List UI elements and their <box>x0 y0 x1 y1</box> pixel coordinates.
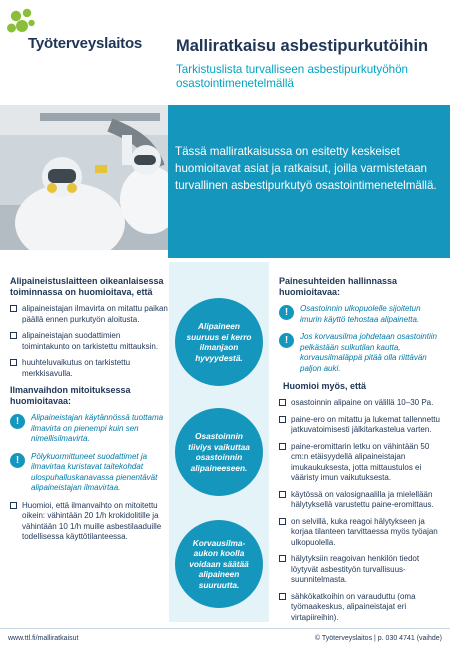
checkbox-icon <box>279 491 286 498</box>
checkbox-icon <box>279 399 286 406</box>
section-heading: Ilmanvaihdon mitoituksessa huomioitavaa: <box>10 385 131 406</box>
checklist-item: osastoinnin alipaine on välillä 10–30 Pa. <box>279 398 444 409</box>
page-subtitle: Tarkistuslista turvalliseen asbestipurkutyöhön osastointimenetelmällä <box>176 63 408 90</box>
section-heading: Huomioi myös, että <box>283 381 367 391</box>
exclamation-icon: ! <box>279 305 294 320</box>
highlight-bubble: Korvausilma-aukon koolla voidaan säätää alipaineen suuruutta. <box>175 520 263 608</box>
exclamation-icon: ! <box>10 414 25 429</box>
checklist-item: on selvillä, kuka reagoi hälytykseen ja korjaa tilanteen tarvittaessa myös työajan ulkopuolella. <box>279 517 444 549</box>
checkbox-icon <box>279 443 286 450</box>
exclamation-icon: ! <box>10 453 25 468</box>
checklist-item: hälytyksiin reagoivan henkilön tiedot löytyvät asbestityön turvallisuus-suunnitelmasta. <box>279 554 444 586</box>
page-title: Malliratkaisu asbestipurkutöihin <box>176 37 429 55</box>
checkbox-icon <box>10 305 17 312</box>
checklist-item: huuhteluvaikutus on tarkistettu merkkisavulla. <box>10 358 168 379</box>
middle-column <box>169 262 269 622</box>
checklist-item: paine-ero on mitattu ja lukemat tallennettu jatkuvatoimisesti jälkitarkastelua varten. <box>279 415 444 436</box>
checklist-item: sähkökatkoihin on varauduttu (oma työmaakeskus, alipaineistajat eri virtapiireihin). <box>279 592 444 624</box>
checklist-item: Huomioi, että ilmanvaihto on mitoitettu oikein: vähintään 20 1/h krokidolitille ja vähintään 10 1/h muille asbestilaaduille todellisessa käyttötilanteessa. <box>10 501 168 543</box>
warning-item: ! Pölykuormittuneet suodattimet ja ilmavirtaa kuristavat taitekohdat ulospuhalluskanavassa pienentävät alipaineistajan ilmavirtaa. <box>10 452 168 494</box>
warning-item: ! Alipaineistajan käytännössä tuottama ilmavirta on pienempi kuin sen nimellisilmavirta. <box>10 413 168 445</box>
checkbox-icon <box>279 416 286 423</box>
footer-copyright: © Työterveyslaitos | p. 030 4741 (vaihde) <box>314 635 442 642</box>
checkbox-icon <box>10 502 17 509</box>
highlight-bubble: Alipaineen suuruus ei kerro ilmanjaon hyvyydestä. <box>175 298 263 386</box>
left-column <box>10 276 168 549</box>
logo-wordmark[interactable]: Työterveyslaitos <box>28 35 143 52</box>
checkbox-icon <box>279 555 286 562</box>
footer-url-link[interactable]: www.ttl.fi/malliratkaisut <box>8 635 79 642</box>
checklist-item: paine-eromittarin letku on vähintään 50 cm:n etäisyydellä alipaineistajan imukaukuksesta, jotta mittaustulos ei vääristy imun vaikutuksesta. <box>279 442 444 484</box>
checklist-item: alipaineistajan ilmavirta on mitattu paikan päällä ennen purkutyön aloitusta. <box>10 304 168 325</box>
exclamation-icon: ! <box>279 333 294 348</box>
footer-divider <box>0 628 450 629</box>
section-heading: Painesuhteiden hallinnassa huomioitavaa: <box>279 276 398 297</box>
checkbox-icon <box>10 332 17 339</box>
highlight-bubble: Osastoinnin tiiviys vaikuttaa osastoinnin alipaineeseen. <box>175 408 263 496</box>
intro-text: Tässä malliratkaisussa on esitetty keskeiset huomioitavat asiat ja ratkaisut, joilla varmistetaan turvallinen asbestipurkutyö osastointimenetelmällä. <box>175 145 437 192</box>
checklist-item: alipaineistajan suodattimien toimintakunto on tarkistettu mittauksin. <box>10 331 168 352</box>
warning-item: ! Osastoinnin ulkopuolelle sijoitetun imurin käyttö tehostaa alipainetta. <box>279 304 444 325</box>
checkbox-icon <box>279 518 286 525</box>
warning-item: ! Jos korvausilma johdetaan osastointiin pelkästään sulkutilan kautta, korvausilmaläppä pitää olla riittävän paljon auki. <box>279 332 444 374</box>
checkbox-icon <box>10 359 17 366</box>
section-heading: Alipaineistuslaitteen oikeanlaisessa toiminnassa on huomioitava, että <box>10 276 164 297</box>
checklist-item: käytössä on valosignaalilla ja mielellään hälytyksellä varustettu paine-eromittaus. <box>279 490 444 511</box>
right-column <box>279 276 444 629</box>
checkbox-icon <box>279 593 286 600</box>
